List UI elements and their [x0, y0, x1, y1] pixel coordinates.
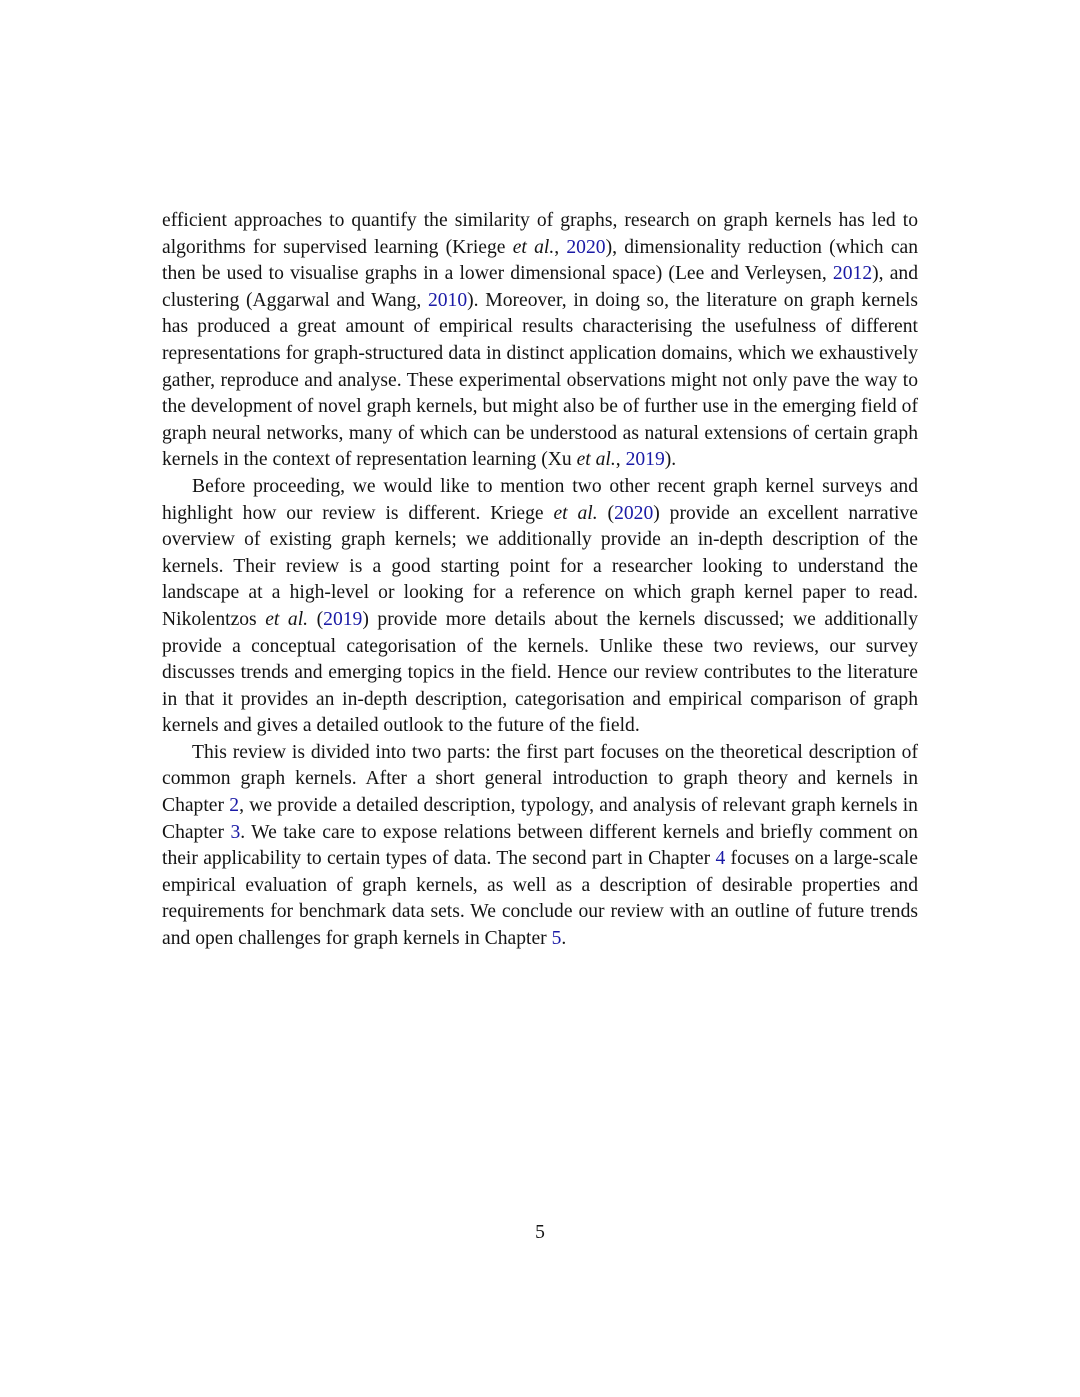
text-run: ). Moreover, in doing so, the literature on graph kernels has produced a great amount of empirical results characterising the usefulness of different representations for graph-structured data in distinct application domains, which we exhaustively gather, reproduce and analyse. These experimental observations might not only pave the way to the development of novel graph kernels, but might also be of further use in the emerging field of graph neural networks, many of which can be understood as natural extensions of certain graph kernels in the context of representation learning (Xu — [162, 289, 918, 471]
citation-link[interactable]: 2012 — [832, 263, 873, 285]
citation-link[interactable]: 2020 — [614, 502, 654, 524]
text-run: Before proceeding, we would like to mention two other recent graph kernel surveys and highlight how our review is different. Kriege — [162, 475, 918, 524]
italic-text: et al. — [576, 449, 616, 471]
text-run: , — [615, 449, 626, 471]
text-run: ( — [597, 502, 615, 524]
text-run: ) provide an excellent narrative overview of existing graph kernels; we additionally provide an in-depth description of the kernels. Their review is a good starting point for a researcher looking to understand the landscape at a high-level or looking for a reference on which graph kernel paper to read. Nikolentzos — [162, 502, 918, 630]
page-number: 5 — [535, 1222, 545, 1243]
citation-link[interactable]: 2010 — [427, 289, 468, 311]
text-run: ), dimensionality reduction (which can then be used to visualise graphs in a lower dimensional space) (Lee and Verleysen, — [162, 236, 919, 285]
body-text — [162, 208, 918, 953]
text-run: ), and clustering (Aggarwal and Wang, — [162, 263, 918, 311]
text-run: . — [561, 928, 567, 950]
citation-link[interactable]: 2020 — [566, 236, 606, 258]
italic-text: et al. — [512, 236, 555, 258]
citation-link[interactable]: 2 — [229, 795, 240, 817]
citation-link[interactable]: 4 — [715, 848, 726, 870]
paragraph — [162, 474, 918, 740]
italic-text: et al. — [553, 502, 598, 524]
citation-link[interactable]: 5 — [551, 928, 562, 950]
paragraph — [162, 208, 918, 474]
text-run: This review is divided into two parts: the first part focuses on the theoretical description of common graph kernels. After a short general introduction to graph theory and kernels in Chapter — [162, 741, 918, 817]
citation-link[interactable]: 3 — [230, 821, 241, 843]
text-run: ). — [664, 449, 677, 471]
text-run: focuses on a large-scale empirical evaluation of graph kernels, as well as a description of desirable properties and requirements for benchmark data sets. We conclude our review with an outline of future trends and open challenges for graph kernels in Chapter — [162, 848, 918, 950]
text-run: ) provide more details about the kernels discussed; we additionally provide a conceptual categorisation of the kernels. Unlike these two reviews, our survey discusses trends and emerging topics in the field. Hence our review contributes to the literature in that it provides an in-depth description, categorisation and empirical comparison of graph kernels and gives a detailed outlook to the future of the field. — [162, 608, 918, 737]
text-run: , — [554, 236, 567, 258]
text-run: , we provide a detailed description, typology, and analysis of relevant graph kernels in Chapter — [162, 795, 918, 843]
paragraph — [162, 740, 918, 953]
text-run: efficient approaches to quantify the similarity of graphs, research on graph kernels has led to algorithms for supervised learning (Kriege — [162, 210, 918, 258]
citation-link[interactable]: 2019 — [323, 608, 363, 630]
text-run: ( — [308, 608, 324, 630]
citation-link[interactable]: 2019 — [625, 449, 665, 471]
italic-text: et al. — [265, 608, 309, 630]
text-run: . We take care to expose relations between different kernels and briefly comment on their applicability to certain types of data. The second part in Chapter — [162, 821, 918, 870]
